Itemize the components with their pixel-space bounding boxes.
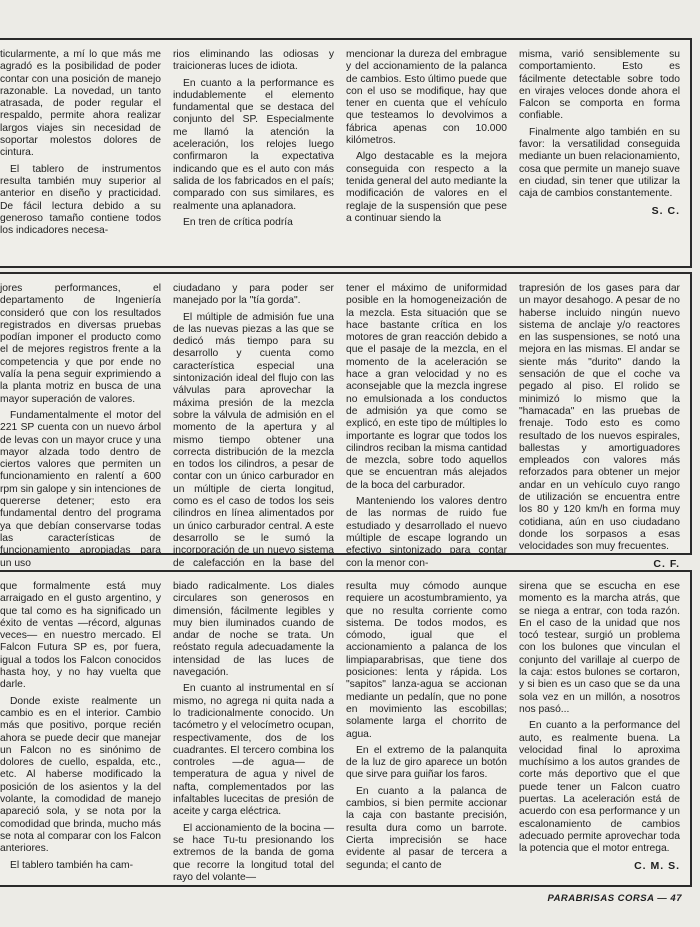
paragraph: El accionamiento de la bocina —se hace Tu-tu presionando los extremos de la banda de goma que recorre la longitud total del rayo del volante— bbox=[173, 822, 334, 883]
column-4 bbox=[519, 283, 680, 586]
column-1 bbox=[0, 283, 161, 586]
author-signature: S. C. bbox=[651, 204, 680, 217]
article-box-3 bbox=[0, 570, 692, 887]
paragraph: En cuanto a la performance del auto, es realmente buena. La velocidad final lo aproxima muchísimo a los autos grandes de corte más deportivo que el que puede tener un Falcon cuatro puertas. La aceleración está de acuerdo con esa performance y un escalonamiento de cambios adecuado permite aprovechar toda la potencia que el motor entrega. bbox=[519, 720, 680, 855]
column-2 bbox=[173, 283, 334, 586]
paragraph: En cuanto a la performance es indudablemente el elemento fundamental que se destaca del conjunto del SP. Especialmente me llamó la atención la aceleración, los relojes luego confirmaron la expectativa indicando que es el auto con más salida de los fabricados en el país; comparado con sus similares, es realmente una aplanadora. bbox=[173, 77, 334, 212]
paragraph: biado radicalmente. Los diales circulares son generosos en dimensión, fácilmente legibles y muy bien iluminados cuando de andar de noche se trata. Un reóstato regula adecuadamente la intensidad de las luces de navegación. bbox=[173, 581, 334, 679]
paragraph: En cuanto a la palanca de cambios, si bien permite accionar la caja con bastante precisión, resulta dura como un barrote. Cierta imprecisión se hace evidente al pasar de tercera a segunda; el canto de bbox=[346, 785, 507, 871]
paragraph: mencionar la dureza del embrague y del accionamiento de la palanca de cambios. Esto último puede que con el uso se modifique, hay que tener en cuenta que el vehículo que testeamos lo devolvimos a fábrica apenas con 10.000 kilómetros. bbox=[346, 49, 507, 147]
paragraph: ticularmente, a mí lo que más me agradó es la posibilidad de poder contar con una posición de manejo razonable. La novedad, un tanto atrasada, de poder regular el respaldo, permite ahora realizar largos viajes sin necesidad de soportar molestos dolores de cintura. bbox=[0, 49, 161, 159]
column-3 bbox=[346, 283, 507, 586]
page-footer: PARABRISAS CORSA — 47 bbox=[547, 893, 682, 904]
paragraph: Finalmente algo también en su favor: la versatilidad conseguida mediante un buen relacionamiento, cosa que permite un manejo suave en ciudad, sin tener que utilizar la caja de cambios constantemente. bbox=[519, 126, 680, 200]
column-2 bbox=[173, 49, 334, 262]
column-2 bbox=[173, 581, 334, 888]
author-signature: C. F. bbox=[653, 557, 680, 570]
article-box-1 bbox=[0, 38, 692, 268]
paragraph: sirena que se escucha en ese momento es la marcha atrás, que se niega a entrar, con toda razón. En el caso de la unidad que nos tocó testear, surgió un problema con los bulones que vinculan el conjunto del varillaje al cuerpo de la caja: estos bulones se cortaron, y si bien es un caso que se da una sola vez en un millón, a nosotros nos pasó... bbox=[519, 581, 680, 715]
paragraph: resulta muy cómodo aunque requiere un acostumbramiento, ya que no resulta corriente como sistema. De todos modos, es cómodo, igual que el accionamiento a palanca de los limpiaparabrisas, que tiene dos posiciones: lenta y rápida. Los "sapitos" lanza-agua se accionan mediante un pedalín, que no pone en movimiento las escobillas; solamente larga el chorrito de agua. bbox=[346, 581, 507, 740]
paragraph: Fundamentalmente el motor del 221 SP cuenta con un nuevo árbol de levas con un mayor cruce y una mayor alzada todo dentro de ciertos valores que permiten un funcionamiento en ralentí a 600 rpm sin galope y sin intenciones de quererse detener; esto era fundamental dentro del programa ya que debían conservarse todas las características de funcionamiento apropiadas para un uso bbox=[0, 409, 161, 569]
paragraph: Algo destacable es la mejora conseguida con respecto a la tenida general del auto mediante la modificación de valores en el reglaje de la suspensión que pese a continuar siendo la bbox=[346, 151, 507, 224]
column-4 bbox=[519, 581, 680, 888]
column-3 bbox=[346, 49, 507, 262]
author-signature: C. M. S. bbox=[634, 859, 680, 872]
article-box-2 bbox=[0, 272, 692, 570]
paragraph: El tablero de instrumentos resulta también muy superior al anterior en diseño y practicidad. De fácil lectura debido a su generoso tamaño contiene todos los indicadores necesa- bbox=[0, 163, 161, 237]
paragraph: En cuanto al instrumental en sí mismo, no agrega ni quita nada a lo tradicionalmente conocido. Un tacómetro y el velocímetro ocupan, respectivamente, dos de los cuadrantes. El tercero combina los controles —de agua— de temperatura de agua y nivel de nafta, complementados por las infaltables lucecitas de presión de aceite y carga eléctrica. bbox=[173, 683, 334, 818]
paragraph: tener el máximo de uniformidad posible en la homogeneización de la mezcla. Esta situación que se hace bastante crítica en los motores de gran reacción debido a que el pasaje de la mezcla, en el momento de la aceleración se hace a gran velocidad y no es aconsejable que la mezcla ingrese no emulsionada a los conductos de admisión ya que como se explicó, en este tipo de múltiples lo importante es lograr que todos los cilindros reciban la misma cantidad de mezcla, sobre todo aquellos que se encuentran más alejados de la boca del carburador. bbox=[346, 283, 507, 491]
paragraph: trapresión de los gases para dar un mayor desahogo. A pesar de no haberse incluido ningún nuevo sistema de anclaje y/o reactores en las suspensiones, se notó una mejora en las mismas. El andar se siente más "durito" dando la sensación de que el coche va pegado al piso. El rolido se minimizó lo mismo que la "hamacada" en las pruebas de frenaje. Todo esto es como resultado de los nuevos espirales, ballestas y amortiguadores empleados con valores más reforzados para obtener un mejor andar en un vehículo cuyo rango de utilización se encuentra entre los 80 y 120 km/h en forma muy cotidiana, aún en uso ciudadano donde los sorpasos a esas velocidades son muy frecuentes. bbox=[519, 283, 680, 553]
column-4 bbox=[519, 49, 680, 262]
paragraph: Donde existe realmente un cambio es en el interior. Cambio más que positivo, porque recién ahora se puede decir que manejar un Falcon no es sinónimo de dolores de cuello, espalda, etc., etc. Al haberse modificado la posición de los asientos y la del volante, la comodidad de manejo apareció sola, y se nota por la comodidad que brinda, mucho más se nota al comparar con los Falcon anteriores. bbox=[0, 695, 161, 855]
paragraph: Manteniendo los valores dentro de las normas de ruido fue estudiado y desarrollado el nuevo múltiple de escape logrando un efectivo sintonizado para contar con la menor con- bbox=[346, 496, 507, 569]
paragraph: jores performances, el departamento de Ingeniería consideró que con los resultados registrados en diversas pruebas podían imponer el producto como el de mejores registros frente a la competencia y que por ende no valía la pena seguir exprimiendo a la planta motriz en busca de una mayor superación de valores. bbox=[0, 283, 161, 405]
paragraph: El tablero también ha cam- bbox=[10, 859, 134, 871]
paragraph: En el extremo de la palanquita de la luz de giro aparece un botón que sirve para guiñar los faros. bbox=[346, 744, 507, 781]
paragraph: ciudadano y para poder ser manejado por la "tía gorda". bbox=[173, 283, 334, 307]
column-1 bbox=[0, 581, 161, 888]
paragraph: misma, varió sensiblemente su comportamiento. Esto es fácilmente detectable sobre todo en virajes veloces donde ahora el Falcon se comporta en forma confiable. bbox=[519, 49, 680, 122]
paragraph: rios eliminando las odiosas y traicioneras luces de idiota. bbox=[173, 49, 334, 73]
column-3 bbox=[346, 581, 507, 888]
column-1 bbox=[0, 49, 161, 262]
paragraph: El múltiple de admisión fue una de las nuevas piezas a las que se dedicó más tiempo para su desarrollo y cuenta como característica especial una sintonización ideal del flujo con las válvulas para aprovechar la máxima presión de la mezcla sobre la válvula de admisión en el momento de la apertura y al mismo tiempo obtener una correcta distribución de la mezcla en todos los cilindros, a pesar de contar con un único carburador en un múltiple de cierta longitud, como es el caso de todos los seis cilindros en línea alimentados por un único carburador central. A este desarrollo se le sumó la incorporación de un nuevo sistema de calefacción en la base del bbox=[173, 311, 334, 569]
paragraph: En tren de crítica podría bbox=[183, 216, 293, 228]
paragraph: que formalmente está muy arraigado en el gusto argentino, y que tal como es ha significado un éxito de ventas —récord, algunas veces— en nuestro mercado. El Falcon Futura SP es, por fuera, igual a todos los Falcon conocidos hasta hoy, y no hay vuelta que darle. bbox=[0, 581, 161, 691]
